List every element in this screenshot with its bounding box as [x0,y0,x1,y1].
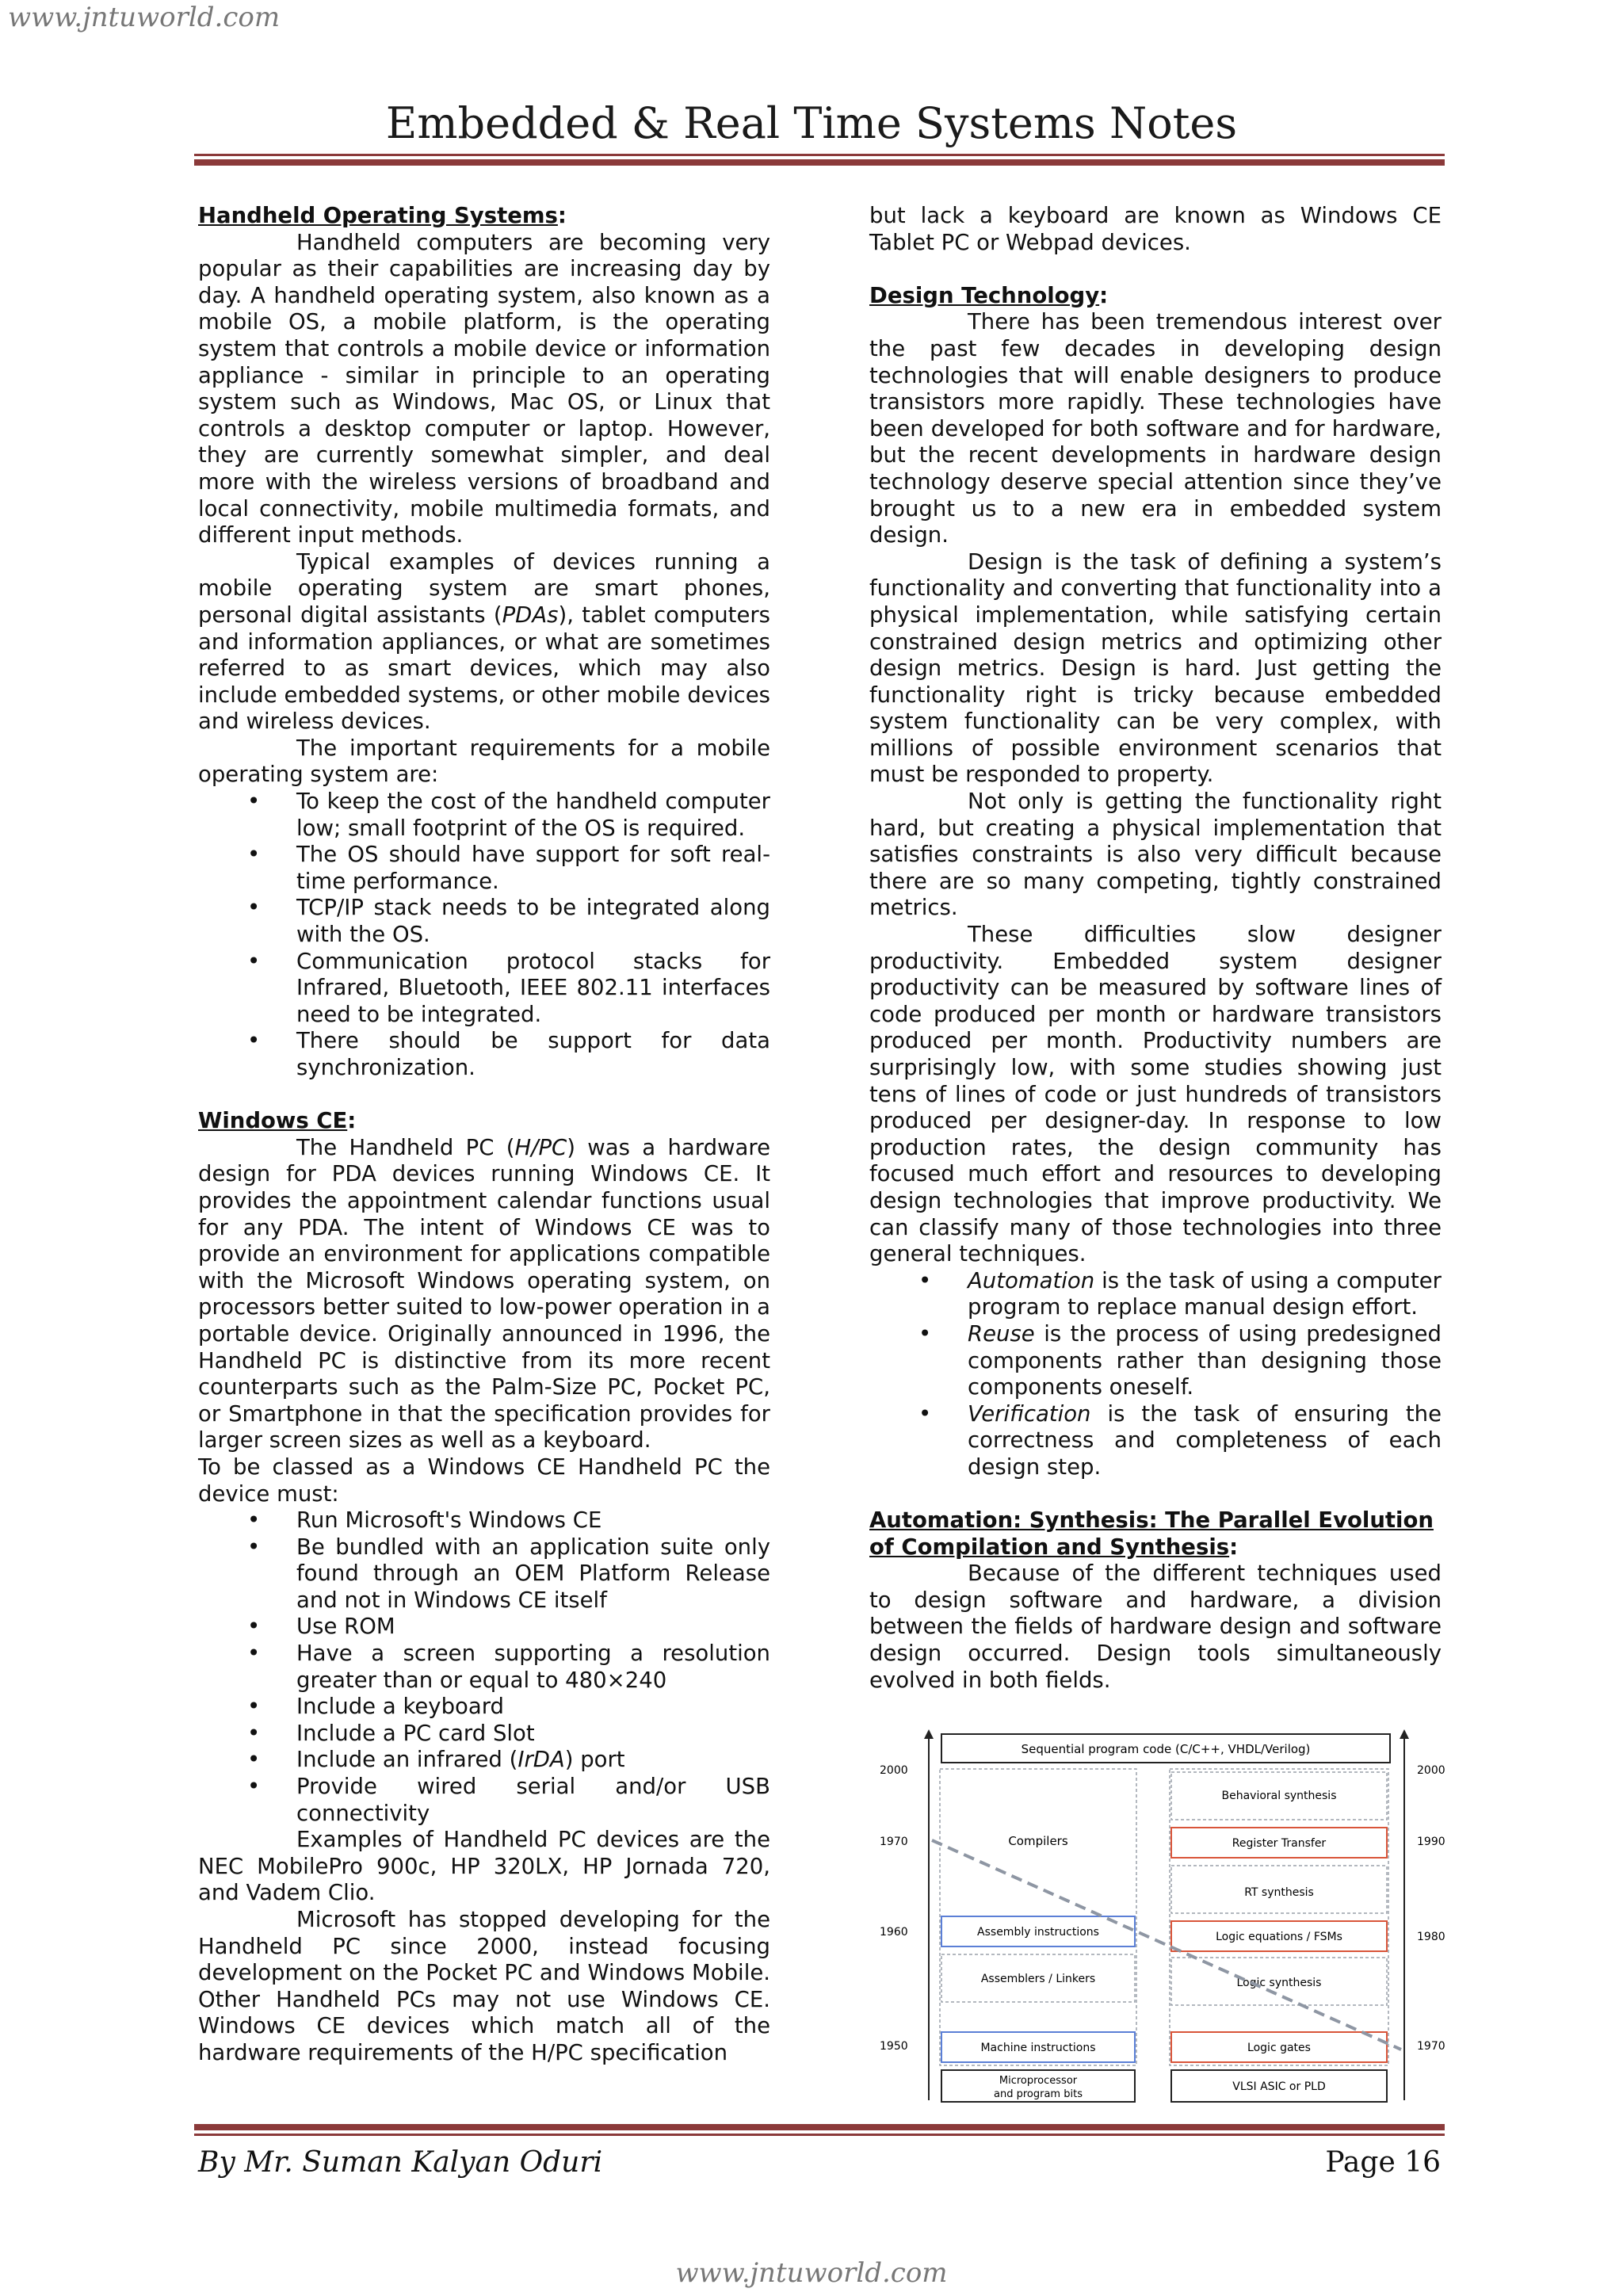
year-label: 1950 [880,2040,908,2053]
list-item: • Include a keyboard [247,1694,504,1720]
heading-design-technology: Design Technology: [869,282,1109,308]
list-item: • Have a screen supporting a resolution greater than or equal to 480×240 [247,1641,770,1693]
list-item: • Run Microsoft's Windows CE [247,1507,602,1534]
paragraph: but lack a keyboard are known as Windows CE Tablet PC or Webpad devices. [869,203,1442,255]
hardware-level: Behavioral synthesis [1221,1790,1337,1802]
watermark-top: www.jntuworld.com [8,2,281,33]
footer-author: By Mr. Suman Kalyan Oduri [198,2146,603,2179]
year-label: 1970 [880,1836,908,1848]
paragraph: Not only is getting the functionality right hard, but creating a physical implementation that satisfies constraints is also very difficult because there are so many competing, tightly constrained metrics. [869,789,1442,921]
hardware-region [1170,1769,1388,2065]
paragraph: To be classed as a Windows CE Handheld PC the device must: [198,1454,770,1507]
software-level: Assembly instructions [977,1926,1099,1939]
techniques-list [869,1268,1442,1481]
list-item: • Verification is the task of ensuring the correctness and completeness of each design step. [918,1400,1442,1480]
watermark-bottom: www.jntuworld.com [675,2257,948,2289]
footer-rule-thin [194,2134,1445,2136]
top-label: Sequential program code (C/C++, VHDL/Verilog) [1021,1742,1311,1756]
software-level: Machine instructions [980,2042,1096,2054]
year-label: 1980 [1417,1931,1445,1943]
hardware-level: Logic equations / FSMs [1216,1931,1342,1943]
list-item: • Provide wired serial and/or USB connectivity [247,1774,770,1826]
right-axis-arrow [1400,1729,1409,1739]
list-item: • Reuse is the process of using predesigned components rather than designing those components oneself. [918,1320,1442,1400]
paragraph: The important requirements for a mobile operating system are: [198,735,770,788]
left-axis-arrow [924,1729,934,1739]
paragraph: Because of the different techniques used to design software and hardware, a division between the fields of hardware design and software design occurred. Design tools simultaneously evolved in both fields. [869,1561,1442,1693]
software-level: Assemblers / Linkers [980,1973,1096,1985]
list-item: • To keep the cost of the handheld computer low; small footprint of the OS is required. [247,789,770,841]
hardware-level: Logic synthesis [1236,1977,1322,1989]
header-rule-thick [194,159,1445,166]
header-rule-thin [194,154,1445,156]
compilation-synthesis-diagram [872,1728,1450,2108]
paragraph: The Handheld PC (H/PC) was a hardware design for PDA devices running Windows CE. It provides the appointment calendar functions usual for any PDA. The intent of Windows CE was to provide an environment for applications compatible with the Microsoft Windows operating system, on processors better suited to low-power operation in a portable device. Originally announced in 1996, the Handheld PC is distinctive from its more recent counterparts such as the Palm-Size PC, Pocket PC, or Smartphone in that the specification provides for larger screen sizes as well as a keyboard. [198,1134,771,1454]
year-label: 1990 [1417,1836,1445,1848]
left-column [198,203,770,2067]
hardware-level: Logic gates [1247,2042,1311,2054]
list-item: • There should be support for data synchronization. [247,1028,770,1080]
hardware-level: VLSI ASIC or PLD [1232,2080,1326,2093]
requirements-list [198,789,770,1082]
heading-handheld-os: Handheld Operating Systems: [198,203,567,228]
right-column [869,203,1442,1694]
year-label: 2000 [880,1764,908,1777]
hardware-level: Register Transfer [1232,1837,1327,1850]
list-item: • Communication protocol stacks for Infrared, Bluetooth, IEEE 802.11 interfaces need to be integrated. [247,948,770,1027]
list-item: • TCP/IP stack needs to be integrated along with the OS. [247,895,770,948]
year-label: 1970 [1417,2040,1445,2053]
software-level: Microprocessor [999,2075,1078,2087]
year-label: 1960 [880,1926,908,1939]
software-level: Compilers [1008,1834,1068,1848]
list-item: • Include an infrared (IrDA) port [247,1747,625,1773]
page-number: Page 16 [1325,2146,1441,2179]
paragraph: Typical examples of devices running a mobile operating system are smart phones, personal digital assistants (PDAs), tablet computers and information appliances, or what are sometimes referred to as smart devices, which may also include embedded systems, or other mobile devices and wireless devices. [198,548,770,735]
footer-rule-thick [194,2124,1445,2130]
device-requirements-list [198,1507,770,1827]
hardware-level: RT synthesis [1244,1886,1314,1899]
list-item: • Be bundled with an application suite only found through an OEM Platform Release and not in Windows CE itself [247,1534,770,1613]
list-item: • Automation is the task of using a computer program to replace manual design effort. [918,1267,1442,1320]
page-header-title: Embedded & Real Time Systems Notes [385,98,1238,148]
paragraph: Handheld computers are becoming very popular as their capabilities are increasing day by day. A handheld operating system, also known as a mobile OS, a mobile platform, is the operating system that controls a mobile device or information appliance - similar in principle to an operating system such as Windows, Mac OS, or Linux that controls a desktop computer or laptop. However, they are currently somewhat simpler, and deal more with the wireless versions of broadband and local connectivity, mobile multimedia formats, and different input methods. [198,229,770,548]
list-item: • Use ROM [247,1614,395,1640]
heading-automation-synthesis: Automation: Synthesis: The Parallel Evolution of Compilation and Synthesis: [869,1507,1434,1560]
software-level: and program bits [994,2088,1083,2100]
paragraph: These difficulties slow designer productivity. Embedded system designer productivity can be measured by software lines of code produced per month or hardware transistors produced per month. Productivity numbers are surprisingly low, with some studies showing just tens of lines of code or just hundreds of transistors produced per designer-day. In response to low production rates, the design community has focused much effort and resources to developing design technologies that improve productivity. We can classify many of those technologies into three general techniques. [869,922,1442,1267]
list-item: • The OS should have support for soft real-time performance. [247,842,770,894]
year-label: 2000 [1417,1764,1445,1777]
paragraph: Microsoft has stopped developing for the Handheld PC since 2000, instead focusing development on the Pocket PC and Windows Mobile. Other Handheld PCs may not use Windows CE. Windows CE devices which match all of the hardware requirements of the H/PC specification [198,1907,770,2065]
paragraph: Design is the task of defining a system’s functionality and converting that functionality into a physical implementation, while satisfying certain constrained design metrics and optimizing other design metrics. Design is hard. Just getting the functionality right is tricky because embedded system functionality can be very complex, with millions of possible environment scenarios that must be responded to property. [869,548,1442,788]
heading-windows-ce: Windows CE: [198,1108,357,1134]
paragraph: Examples of Handheld PC devices are the NEC MobilePro 900c, HP 320LX, HP Jornada 720, and Vadem Clio. [198,1827,770,1906]
list-item: • Include a PC card Slot [247,1720,535,1746]
paragraph: There has been tremendous interest over the past few decades in developing design technologies that will enable designers to produce transistors more rapidly. These technologies have been developed for both software and for hardware, but the recent developments in hardware design technology deserve special attention since they’ve brought us to a new era in embedded system design. [869,309,1442,548]
